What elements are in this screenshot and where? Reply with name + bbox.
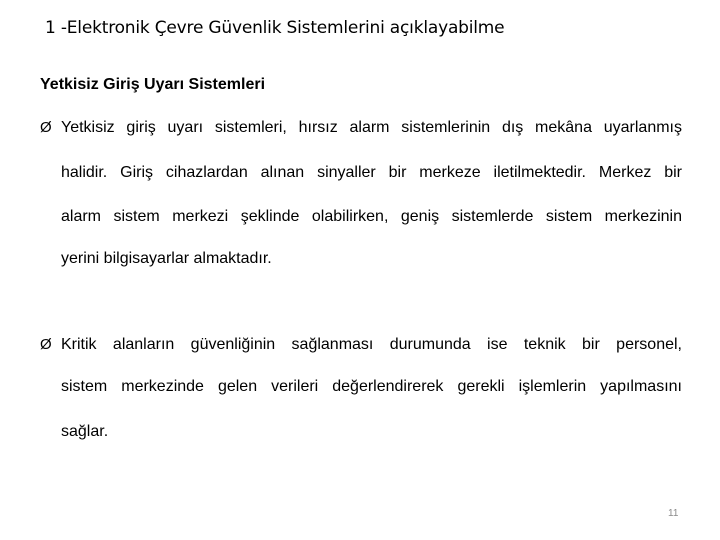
bullet-text-line: sistem merkezinde gelen verileri değerlendirerek gerekli işlemlerin yapılmasını (61, 378, 682, 395)
bullet-text-line: alarm sistem merkezi şeklinde olabilirken, geniş sistemlerde sistem merkezinin (61, 208, 682, 225)
section-subtitle: Yetkisiz Giriş Uyarı Sistemleri (40, 76, 266, 93)
bullet-arrow-icon: Ø (40, 336, 52, 353)
bullet-arrow-icon: Ø (40, 119, 52, 136)
slide-title: 1 -Elektronik Çevre Güvenlik Sistemlerini açıklayabilme (45, 18, 505, 38)
bullet-text-line: Yetkisiz giriş uyarı sistemleri, hırsız alarm sistemlerinin dış mekâna uyarlanmış (61, 119, 682, 136)
bullet-text-line: Kritik alanların güvenliğinin sağlanması durumunda ise teknik bir personel, (61, 336, 682, 353)
bullet-text-line: sağlar. (61, 423, 109, 440)
bullet-text-line: yerini bilgisayarlar almaktadır. (61, 250, 272, 267)
page-number: 11 (668, 508, 679, 519)
bullet-text-line: halidir. Giriş cihazlardan alınan sinyaller bir merkeze iletilmektedir. Merkez bir (61, 164, 682, 181)
